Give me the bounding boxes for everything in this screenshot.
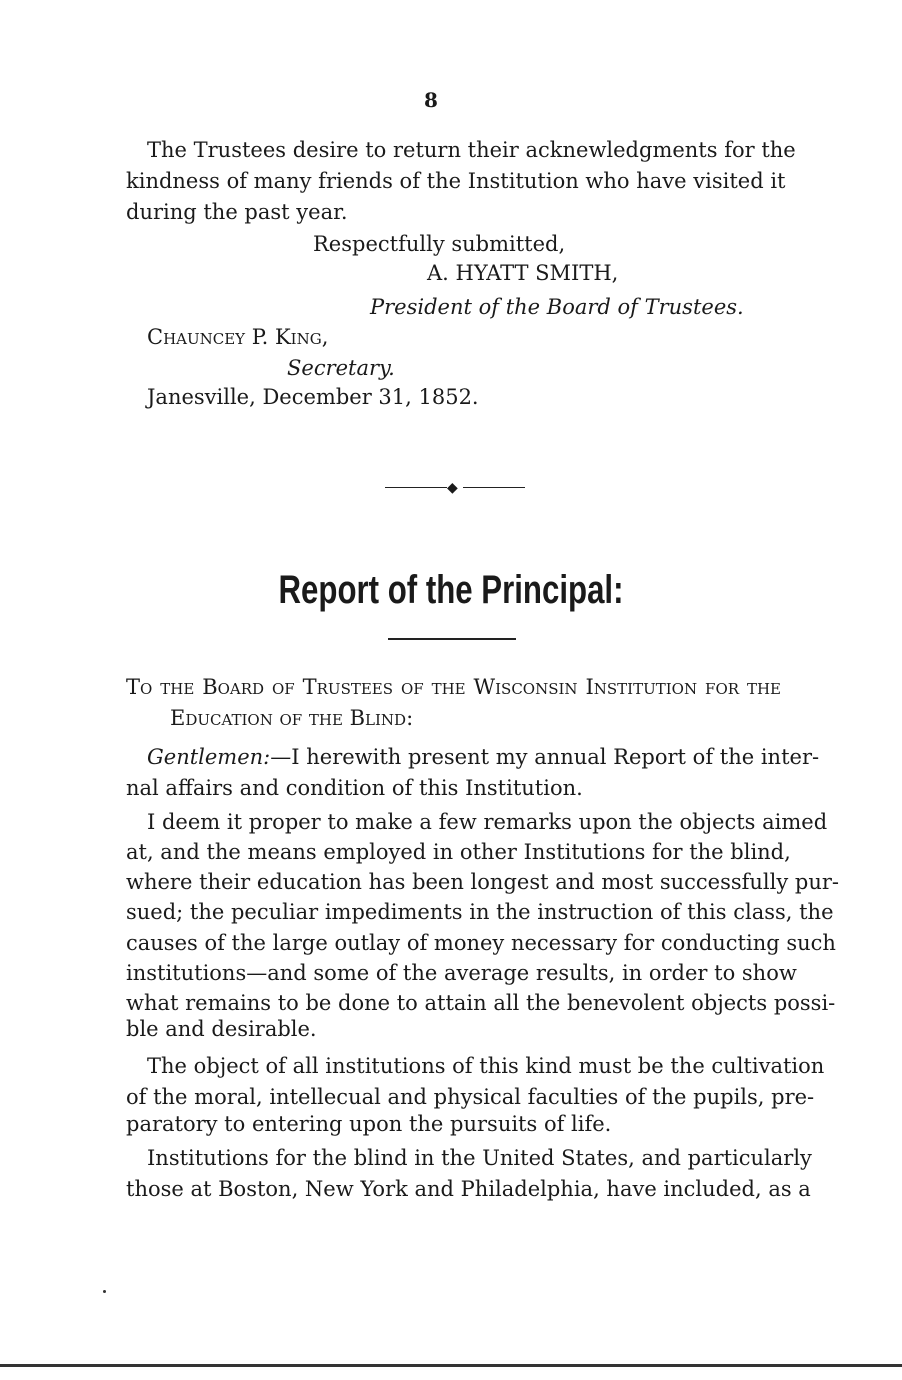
- scan-bottom-edge: [0, 1364, 902, 1367]
- signer-title: President of the Board of Trustees.: [370, 295, 744, 319]
- body-paragraph-2-line-2: at, and the means employed in other Institutions for the blind,: [126, 840, 791, 864]
- address-line-1: To the Board of Trustees of the Wisconsin Institution for the: [126, 675, 781, 699]
- body-paragraph-2-line-7: what remains to be done to attain all the benevolent objects possi-: [126, 991, 836, 1015]
- body-paragraph-4-line-2: those at Boston, New York and Philadelphia, have included, as a: [126, 1177, 811, 1201]
- ornamental-divider: [385, 478, 525, 498]
- closing-paragraph-line-2: kindness of many friends of the Institution who have visited it: [126, 169, 786, 193]
- closing-paragraph-line-1: The Trustees desire to return their acknewledgments for the: [147, 138, 796, 162]
- body-paragraph-2-line-8: ble and desirable.: [126, 1017, 317, 1041]
- address-line-2: Education of the Blind:: [170, 706, 414, 730]
- salutation: Gentlemen:: [147, 745, 271, 769]
- secretary-name: Chauncey P. King,: [147, 325, 329, 349]
- scan-speck: [103, 1290, 106, 1293]
- signoff: Respectfully submitted,: [313, 232, 566, 256]
- place-date: Janesville, December 31, 1852.: [147, 385, 479, 409]
- title-underline: [388, 638, 516, 640]
- report-title: Report of the Principal:: [278, 568, 624, 612]
- body-paragraph-4-line-1: Institutions for the blind in the United States, and particularly: [147, 1146, 812, 1170]
- closing-paragraph-line-3: during the past year.: [126, 200, 348, 224]
- body-paragraph-1-line-1: [147, 743, 820, 771]
- body-paragraph-3-line-3: paratory to entering upon the pursuits of life.: [126, 1112, 612, 1136]
- body-paragraph-2-line-4: sued; the peculiar impediments in the instruction of this class, the: [126, 900, 834, 924]
- body-paragraph-3-line-1: The object of all institutions of this kind must be the cultivation: [147, 1054, 825, 1078]
- secretary-title: Secretary.: [287, 356, 395, 380]
- page-number: 8: [424, 88, 438, 112]
- body-paragraph-3-line-2: of the moral, intellecual and physical faculties of the pupils, pre-: [126, 1085, 815, 1109]
- body-paragraph-2-line-5: causes of the large outlay of money necessary for conducting such: [126, 931, 836, 955]
- body-paragraph-1-line-2: nal affairs and condition of this Institution.: [126, 776, 583, 800]
- divider-rule-left: [385, 487, 447, 488]
- divider-rule-right: [463, 487, 525, 488]
- signer-name: A. HYATT SMITH,: [427, 261, 619, 285]
- diamond-icon: ◆: [447, 480, 458, 496]
- salutation-text: —I herewith present my annual Report of the inter-: [270, 745, 820, 769]
- body-paragraph-2-line-3: where their education has been longest and most successfully pur-: [126, 870, 839, 894]
- body-paragraph-2-line-6: institutions—and some of the average results, in order to show: [126, 961, 797, 985]
- body-paragraph-2-line-1: I deem it proper to make a few remarks upon the objects aimed: [147, 810, 828, 834]
